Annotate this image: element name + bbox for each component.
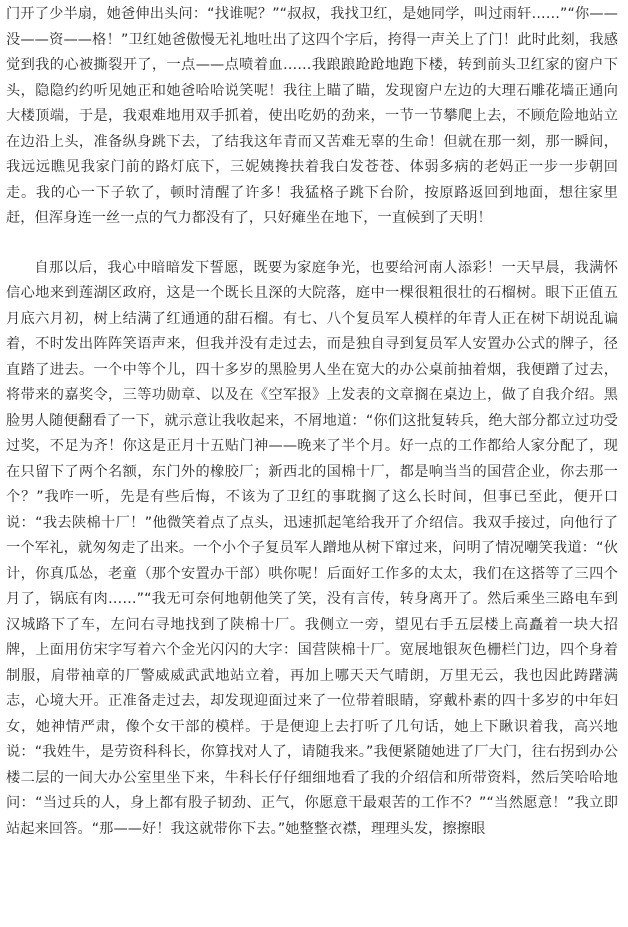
paragraph-1: 门开了少半扇，她爸伸出头问：“找谁呢？”“叔叔，我找卫红，是她同学，叫过雨轩……”“你——没——资——格！”卫红她爸傲慢无礼地吐出了这四个字后，挎得一声关上了门！此时此刻，我感觉到我的心被撕裂开了，一点——点喷着血……我踉踉跄跄地跑下楼，转到前头卫红家的窗户下头，隐隐约约听见她正和她爸哈哈说笑呢！我往上瞄了瞄，发现窗户左边的大理石雕花墙正通向大楼顶端，于是，我艰难地用双手抓着，使出吃奶的劲来，一节一节攀爬上去，不顾危险地站立在边沿上头，准备纵身跳下去，了结我这年青而又苦难无辜的生命！但就在那一刻，那一瞬间，我远远瞧见我家门前的路灯底下，三妮姨搀扶着我白发苍苍、体弱多病的老妈正一步一步朝回走。我的心一下子软了，顿时清醒了许多！我猛格子跳下台阶，按原路返回到地面，想往家里赶，但浑身连一丝一点的气力都没有了，只好瘫坐在地下，一直候到了天明！	[6, 6, 618, 226]
paragraph-2: 自那以后，我心中暗暗发下誓愿，既要为家庭争光，也要给河南人添彩！一天早晨，我满怀信心地来到莲湖区政府，这是一个既长且深的大院落，庭中一棵很粗很壮的石榴树。眼下正值五月底六月初，树上结满了红通通的甜石榴。有七、八个复员军人模样的年青人正在树下胡说乱谝着，不时发出阵阵笑语声来，但我并没有走过去，而是独自寻到复员军人安置办公式的牌子，径直踏了进去。一个中等个儿，四十多岁的黑脸男人坐在宽大的办公桌前抽着烟，我便蹭了过去，将带来的嘉奖令，三等功勋章、以及在《空军报》上发表的文章搁在桌边上，做了自我介绍。黑脸男人随便翻看了一下，就示意让我收起来，不屑地道：“你们这批复转兵，绝大部分都立过功受过奖，不足为齐！你这是正月十五贴门神——晚来了半个月。好一点的工作都给人家分配了，现在只留下了两个名额，东门外的橡胶厂；新西北的国棉十厂，都是响当当的国营企业，你去那一个？”我咋一听，先是有些后悔，不该为了卫红的事耽搁了这么长时间，但事已至此，便开口说：“我去陕棉十厂！”他微笑着点了点头，迅速抓起笔给我开了介绍信。我双手接过，向他行了一个军礼，就匆匆走了出来。一个小个子复员军人蹭地从树下窜过来，问明了情况嘲笑我道：“伙计，你真瓜怂，老童（那个安置办干部）哄你呢！后面好工作多的太太，我们在这搭等了三四个月了，锅底有肉……”“我无可奈何地朝他笑了笑，没有言传，转身离开了。然后乘坐三路电车到汉城路下了车，左问右寻地找到了陕棉十厂。我侧立一旁，望见右手五层楼上高矗着一块大招牌，上面用仿宋字写着六个金光闪闪的大字：国营陕棉十厂。宽展地银灰色栅栏门边，四个身着制服，肩带袖章的厂警威威武武地站立着，再加上哪天天气晴朗，万里无云，我也因此踌躇满志，心境大开。正准备走过去，却发现迎面过来了一位带着眼睛，穿戴朴素的四十多岁的中年妇女，她神情严肃，像个女干部的模样。于是便迎上去打听了几句话，她上下瞅识着我，高兴地说：“我姓牛，是劳资科科长，你算找对人了，请随我来。”我便紧随她进了厂大门，往右拐到办公楼二层的一间大办公室里坐下来，牛科长仔仔细细地看了我的介绍信和所带资料，然后笑哈哈地问：“当过兵的人，身上都有股子韧劲、正气，你愿意干最艰苦的工作不？”“当然愿意！”我立即站起来回答。“那——好！我这就带你下去。”她整整衣襟，理理头发，擦擦眼	[6, 259, 618, 837]
paragraph-gap	[6, 232, 618, 256]
